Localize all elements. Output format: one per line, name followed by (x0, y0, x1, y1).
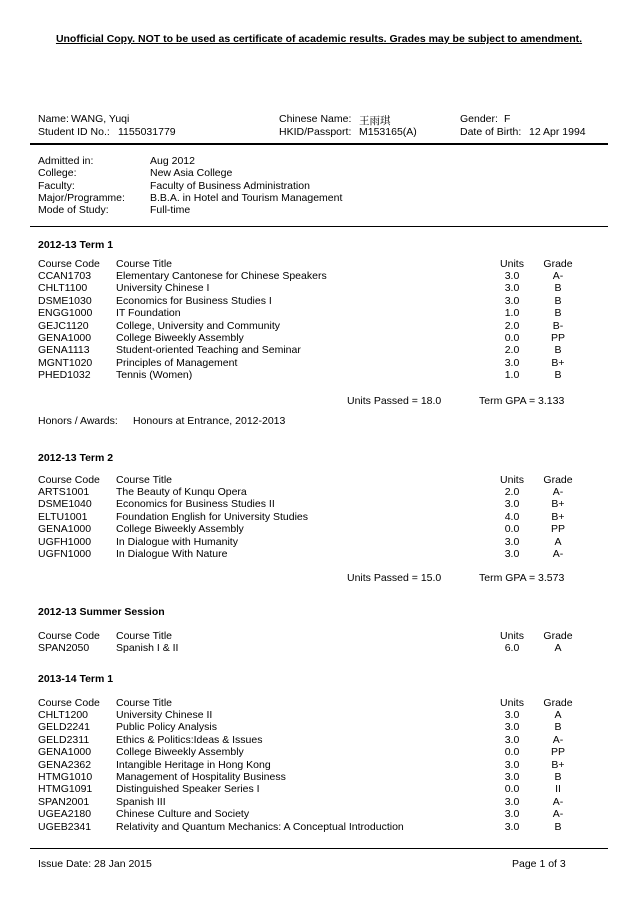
course-grade: B (554, 369, 562, 381)
course-grade: B (554, 721, 562, 733)
course-code: CCAN1703 (38, 270, 92, 282)
course-title: College, University and Community (116, 320, 280, 332)
course-grade: A (554, 642, 562, 654)
course-title: Relativity and Quantum Mechanics: A Conceptual Introduction (116, 821, 404, 833)
course-code: CHLT1200 (38, 709, 88, 721)
header-course-code: Course Code (38, 697, 100, 709)
course-row (38, 759, 598, 771)
units-passed: Units Passed = 15.0 (347, 572, 442, 584)
course-row (38, 332, 598, 344)
course-row (38, 746, 598, 758)
course-title: Spanish I & II (116, 642, 179, 654)
course-grade: A (554, 536, 562, 548)
course-grade: A- (552, 270, 564, 282)
course-title: Intangible Heritage in Hong Kong (116, 759, 271, 771)
admission-label: Faculty: (38, 180, 75, 192)
admission-row (38, 155, 598, 167)
course-row (38, 709, 598, 721)
course-grade: PP (550, 332, 565, 344)
course-row (38, 642, 598, 654)
page-number: Page 1 of 3 (512, 858, 566, 870)
course-row (38, 734, 598, 746)
course-units: 1.0 (504, 307, 520, 319)
course-code: ENGG1000 (38, 307, 93, 319)
course-title: College Biweekly Assembly (116, 332, 244, 344)
course-units: 3.0 (504, 282, 520, 294)
course-title: Public Policy Analysis (116, 721, 217, 733)
course-table-header (38, 258, 598, 270)
course-row (38, 270, 598, 282)
course-code: GENA1000 (38, 746, 92, 758)
course-grade: A- (552, 486, 564, 498)
units-passed: Units Passed = 18.0 (347, 395, 442, 407)
course-code: HTMG1091 (38, 783, 93, 795)
course-units: 3.0 (504, 295, 520, 307)
course-title: Spanish III (116, 796, 166, 808)
course-title: Tennis (Women) (116, 369, 193, 381)
course-grade: A- (552, 808, 564, 820)
course-code: GELD2311 (38, 734, 90, 746)
admission-value: Faculty of Business Administration (150, 180, 310, 192)
header-units: Units (500, 258, 524, 270)
course-grade: B (554, 295, 562, 307)
course-grade: B+ (551, 759, 565, 771)
course-table-header (38, 697, 598, 709)
admission-value: B.B.A. in Hotel and Tourism Management (150, 192, 343, 204)
divider (30, 226, 608, 227)
course-units: 3.0 (504, 709, 520, 721)
admission-label: Admitted in: (38, 155, 94, 167)
course-title: Management of Hospitality Business (116, 771, 286, 783)
term-title: 2013-14 Term 1 (38, 673, 114, 685)
admission-row (38, 167, 598, 179)
course-units: 1.0 (504, 369, 520, 381)
header-course-code: Course Code (38, 630, 100, 642)
course-title: Chinese Culture and Society (116, 808, 250, 820)
course-row (38, 771, 598, 783)
course-title: Ethics & Politics:Ideas & Issues (116, 734, 263, 746)
course-title: Student-oriented Teaching and Seminar (116, 344, 301, 356)
admission-row (38, 192, 598, 204)
course-code: MGNT1020 (38, 357, 93, 369)
course-code: UGEB2341 (38, 821, 92, 833)
course-units: 2.0 (504, 486, 520, 498)
disclaimer: Unofficial Copy. NOT to be used as certificate of academic results. Grades may be subject to amendment. (55, 33, 583, 45)
course-code: UGEA2180 (38, 808, 92, 820)
header-course-title: Course Title (116, 258, 173, 270)
course-code: DSME1040 (38, 498, 92, 510)
course-units: 3.0 (504, 821, 520, 833)
course-units: 0.0 (504, 523, 520, 535)
course-row (38, 295, 598, 307)
course-grade: B+ (551, 498, 565, 510)
course-units: 0.0 (504, 332, 520, 344)
course-grade: B (554, 307, 562, 319)
course-code: GENA1113 (38, 344, 90, 356)
header-course-code: Course Code (38, 258, 100, 270)
course-grade: A- (552, 548, 564, 560)
course-row (38, 783, 598, 795)
admission-label: Mode of Study: (38, 204, 109, 216)
course-row (38, 536, 598, 548)
header-course-code: Course Code (38, 474, 100, 486)
dob: 12 Apr 1994 (529, 126, 586, 138)
header-grade: Grade (543, 258, 573, 270)
course-row (38, 307, 598, 319)
divider (30, 848, 608, 849)
course-grade: II (555, 783, 561, 795)
course-grade: PP (550, 523, 565, 535)
honors-row (38, 415, 598, 427)
divider (30, 143, 608, 145)
course-units: 0.0 (504, 783, 520, 795)
term-gpa: Term GPA = 3.573 (479, 572, 565, 584)
hkid: M153165(A) (359, 126, 417, 138)
course-title: The Beauty of Kunqu Opera (116, 486, 247, 498)
course-units: 3.0 (504, 536, 520, 548)
admission-row (38, 180, 598, 192)
course-code: GENA2362 (38, 759, 92, 771)
course-units: 6.0 (504, 642, 520, 654)
term-title: 2012-13 Term 2 (38, 452, 114, 464)
course-grade: A- (552, 734, 564, 746)
course-row (38, 721, 598, 733)
course-title: Economics for Business Studies II (116, 498, 275, 510)
course-code: CHLT1100 (38, 282, 88, 294)
course-units: 3.0 (504, 357, 520, 369)
course-units: 4.0 (504, 511, 520, 523)
chinese-name: 王雨琪 (359, 115, 391, 127)
student-id-label: Student ID No.: (38, 126, 110, 138)
admission-label: Major/Programme: (38, 192, 125, 204)
course-code: SPAN2001 (38, 796, 90, 808)
student-id: 1155031779 (118, 126, 176, 138)
course-title: Principles of Management (116, 357, 238, 369)
course-grade: PP (550, 746, 565, 758)
course-title: Distinguished Speaker Series I (116, 783, 260, 795)
honors-label: Honors / Awards: (38, 415, 118, 427)
course-grade: A (554, 709, 562, 721)
admission-label: College: (38, 167, 77, 179)
course-row (38, 498, 598, 510)
course-units: 3.0 (504, 808, 520, 820)
course-title: IT Foundation (116, 307, 181, 319)
course-title: University Chinese II (116, 709, 213, 721)
course-units: 3.0 (504, 771, 520, 783)
student-name: WANG, Yuqi (71, 113, 130, 125)
course-title: College Biweekly Assembly (116, 523, 244, 535)
term-gpa: Term GPA = 3.133 (479, 395, 565, 407)
course-grade: B (554, 771, 562, 783)
chinese-name-label: Chinese Name: (279, 113, 352, 125)
course-units: 3.0 (504, 734, 520, 746)
header-course-title: Course Title (116, 697, 173, 709)
course-code: HTMG1010 (38, 771, 93, 783)
course-row (38, 282, 598, 294)
course-row (38, 357, 598, 369)
course-title: University Chinese I (116, 282, 210, 294)
header-grade: Grade (543, 474, 573, 486)
course-grade: B- (552, 320, 564, 332)
course-row (38, 511, 598, 523)
admission-value: Full-time (150, 204, 191, 216)
course-code: DSME1030 (38, 295, 92, 307)
course-grade: B+ (551, 511, 565, 523)
header-units: Units (500, 630, 524, 642)
course-units: 2.0 (504, 320, 520, 332)
course-grade: B (554, 821, 562, 833)
course-title: Economics for Business Studies I (116, 295, 272, 307)
course-row (38, 796, 598, 808)
course-title: In Dialogue With Nature (116, 548, 228, 560)
course-units: 2.0 (504, 344, 520, 356)
course-title: Foundation English for University Studies (116, 511, 309, 523)
course-row (38, 548, 598, 560)
term-title: 2012-13 Term 1 (38, 239, 114, 251)
course-title: In Dialogue with Humanity (116, 536, 238, 548)
course-grade: B (554, 344, 562, 356)
course-row (38, 344, 598, 356)
course-row (38, 486, 598, 498)
course-units: 3.0 (504, 796, 520, 808)
term-summary (38, 572, 598, 584)
hkid-label: HKID/Passport: (279, 126, 352, 138)
course-code: GELD2241 (38, 721, 90, 733)
course-code: UGFN1000 (38, 548, 92, 560)
course-code: SPAN2050 (38, 642, 90, 654)
course-code: ELTU1001 (38, 511, 88, 523)
course-code: GENA1000 (38, 332, 92, 344)
name-label: Name: (38, 113, 69, 125)
course-grade: A- (552, 796, 564, 808)
course-row (38, 523, 598, 535)
gender-label: Gender: (460, 113, 498, 125)
course-row (38, 369, 598, 381)
course-units: 3.0 (504, 498, 520, 510)
course-grade: B+ (551, 357, 565, 369)
header-course-title: Course Title (116, 474, 173, 486)
header-units: Units (500, 474, 524, 486)
admission-row (38, 204, 598, 216)
course-units: 3.0 (504, 721, 520, 733)
header-grade: Grade (543, 630, 573, 642)
course-title: Elementary Cantonese for Chinese Speakers (116, 270, 327, 282)
course-units: 3.0 (504, 270, 520, 282)
course-units: 0.0 (504, 746, 520, 758)
course-title: College Biweekly Assembly (116, 746, 244, 758)
course-units: 3.0 (504, 548, 520, 560)
dob-label: Date of Birth: (460, 126, 522, 138)
admission-value: New Asia College (150, 167, 233, 179)
honors-value: Honours at Entrance, 2012-2013 (133, 415, 286, 427)
course-code: UGFH1000 (38, 536, 92, 548)
term-title: 2012-13 Summer Session (38, 606, 165, 618)
issue-date: Issue Date: 28 Jan 2015 (38, 858, 152, 870)
header-course-title: Course Title (116, 630, 173, 642)
course-row (38, 821, 598, 833)
course-table-header (38, 630, 598, 642)
course-code: GENA1000 (38, 523, 92, 535)
gender: F (504, 113, 511, 125)
course-row (38, 808, 598, 820)
term-summary (38, 395, 598, 407)
course-code: GEJC1120 (38, 320, 89, 332)
admission-value: Aug 2012 (150, 155, 195, 167)
course-code: PHED1032 (38, 369, 91, 381)
header-units: Units (500, 697, 524, 709)
course-grade: B (554, 282, 562, 294)
course-code: ARTS1001 (38, 486, 90, 498)
header-grade: Grade (543, 697, 573, 709)
course-table-header (38, 474, 598, 486)
course-units: 3.0 (504, 759, 520, 771)
course-row (38, 320, 598, 332)
